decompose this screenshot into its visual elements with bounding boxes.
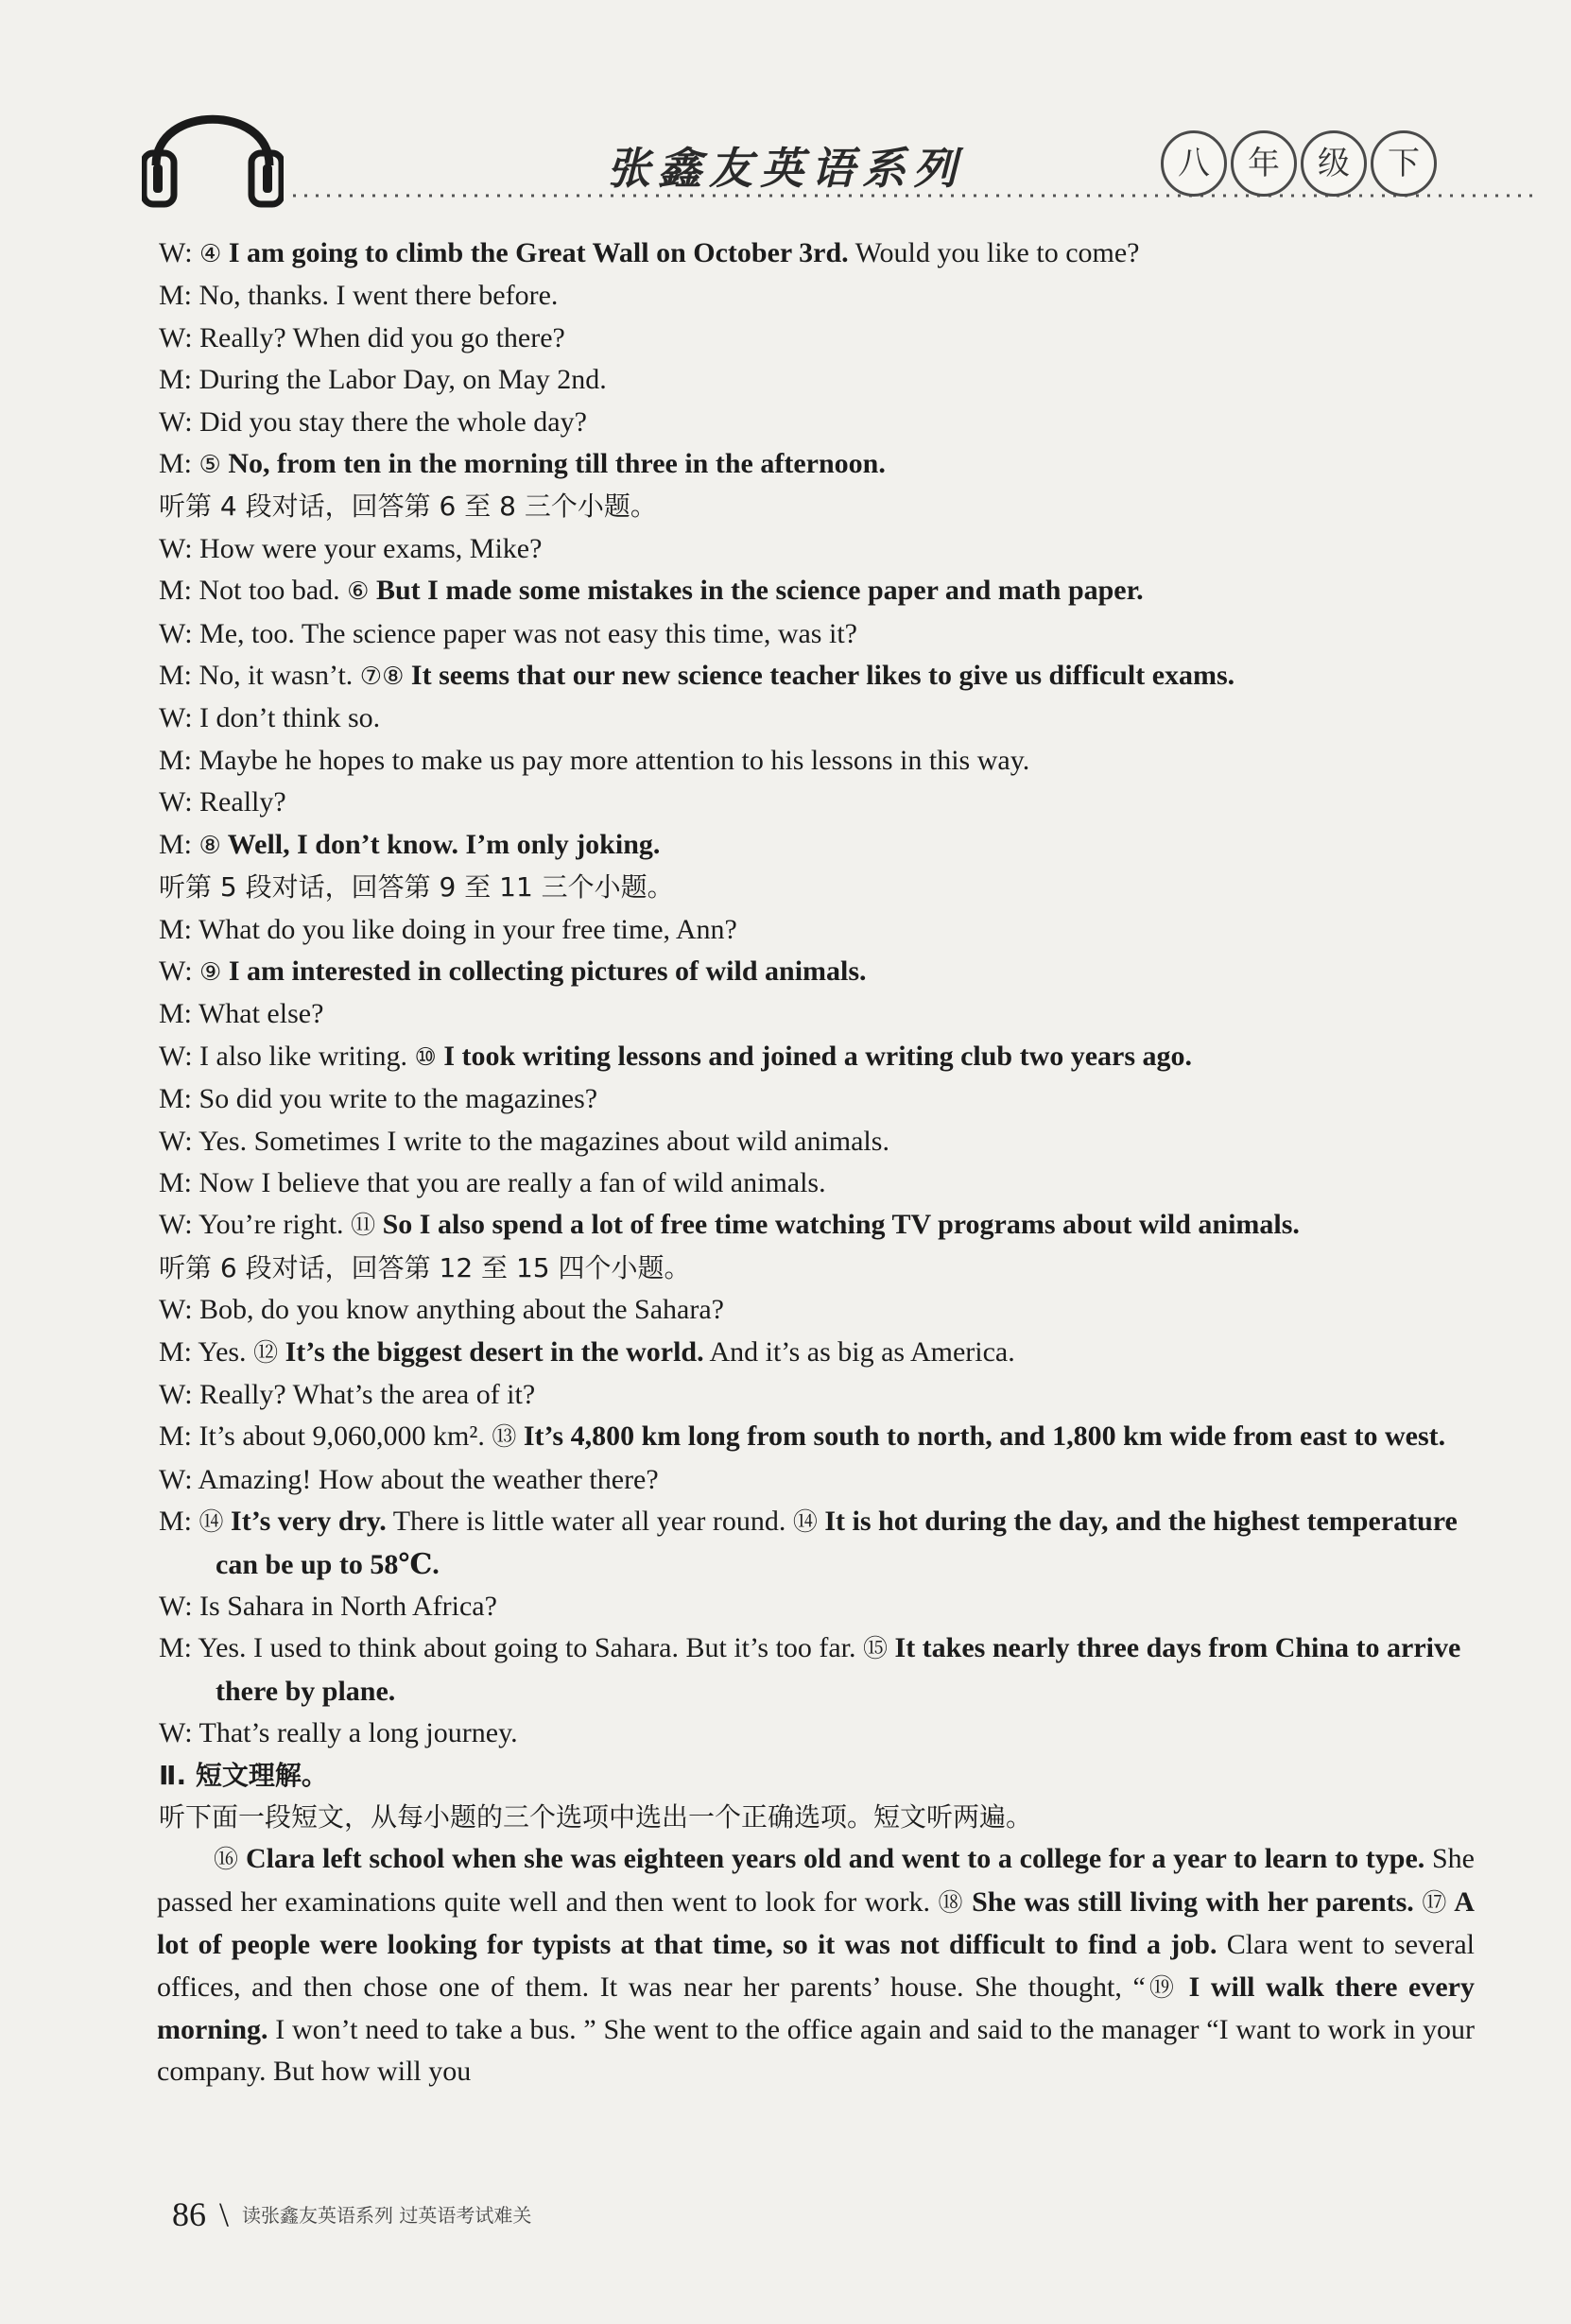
- dialogue-text: And it’s as big as America.: [703, 1335, 1015, 1368]
- dialogue-line: [159, 318, 1473, 359]
- dialogue-line: [159, 1162, 1473, 1204]
- page-header: [0, 0, 1571, 246]
- speaker-label: W:: [159, 1040, 200, 1072]
- dialogue-text: Not too bad.: [199, 575, 348, 607]
- dialogue-line: [159, 528, 1473, 570]
- answer-text: I am interested in collecting pictures of wild animals.: [221, 955, 867, 987]
- answer-marker: ⑬: [492, 1423, 517, 1453]
- page-content: [157, 232, 1476, 2093]
- dialogue-line: [159, 1121, 1473, 1162]
- section-heading: 听第 6 段对话，回答第 12 至 15 四个小题。: [159, 1251, 691, 1283]
- answer-marker: ⑦⑧: [359, 663, 405, 692]
- answer-marker: ④: [199, 240, 222, 268]
- dialogue-line: [159, 1713, 1473, 1754]
- section-title: Ⅱ. 短文理解。: [159, 1759, 328, 1791]
- answer-text: It’s very dry.: [223, 1506, 387, 1538]
- section-heading: 听第 5 段对话，回答第 9 至 11 三个小题。: [159, 871, 674, 904]
- answer-text: So I also spend a lot of free time watching TV programs about wild animals.: [375, 1209, 1300, 1241]
- passage-segment: She passed her examinations quite well and then went to look for work.: [157, 1843, 1476, 1918]
- dialogue-text: Really? What’s the area of it?: [199, 1378, 536, 1410]
- answer-text: It takes nearly three days from China to arrive there by plane.: [216, 1632, 1461, 1707]
- answer-marker: ⑥: [347, 577, 370, 607]
- answer-marker: ⑤: [199, 451, 221, 480]
- dialogue-text: I also like writing.: [199, 1040, 415, 1072]
- speaker-label: M:: [159, 913, 199, 945]
- speaker-label: W:: [159, 237, 200, 268]
- dialogue-transcript: [159, 232, 1473, 1755]
- speaker-label: W:: [159, 1209, 199, 1241]
- dialogue-text: There is little water all year round.: [386, 1506, 793, 1538]
- answer-text: It seems that our new science teacher likes to give us difficult exams.: [404, 660, 1235, 692]
- answer-marker: ⑧: [199, 831, 221, 860]
- speaker-label: W:: [159, 1717, 199, 1749]
- answer-marker: ⑩: [414, 1042, 437, 1072]
- dialogue-line: [159, 1586, 1473, 1627]
- dialogue-line: [159, 740, 1473, 782]
- speaker-label: W:: [159, 617, 200, 649]
- dialogue-line: [159, 951, 1473, 993]
- dialogue-text: So did you write to the magazines?: [199, 1083, 598, 1115]
- answer-marker: ⑨: [199, 957, 222, 987]
- speaker-label: W:: [159, 532, 200, 564]
- speaker-label: M:: [159, 660, 199, 692]
- speaker-label: W:: [159, 702, 200, 734]
- speaker-label: M:: [159, 1083, 199, 1115]
- dialogue-line: [159, 909, 1473, 951]
- dialogue-line: [159, 1289, 1473, 1331]
- speaker-label: W:: [159, 1294, 200, 1326]
- answer-text: I took writing lessons and joined a writing club two years ago.: [436, 1040, 1193, 1072]
- grade-char: 年: [1231, 130, 1297, 197]
- speaker-label: M:: [159, 364, 199, 396]
- answer-text: I will walk there every morning.: [157, 1971, 1475, 2046]
- dialogue-text: Is Sahara in North Africa?: [199, 1591, 497, 1622]
- dialogue-line: [159, 443, 1473, 486]
- answer-text: She was still living with her parents.: [963, 1885, 1414, 1918]
- dialogue-line: [159, 697, 1473, 739]
- speaker-label: M:: [159, 1506, 199, 1538]
- section-heading: 听第 4 段对话，回答第 6 至 8 三个小题。: [159, 491, 657, 523]
- dialogue-text: It’s about 9,060,000 km².: [199, 1420, 492, 1453]
- dialogue-text: I don’t think so.: [199, 702, 381, 734]
- answer-text: It is hot during the day, and the highest temperature can be up to 58℃.: [216, 1506, 1458, 1580]
- grade-char: 级: [1301, 130, 1367, 197]
- dialogue-text: Really? When did you go there?: [199, 321, 565, 353]
- speaker-label: W:: [159, 955, 200, 987]
- dialogue-line: [159, 1332, 1473, 1374]
- answer-text: No, from ten in the morning till three in the afternoon.: [220, 448, 886, 480]
- speaker-label: W:: [159, 1591, 200, 1622]
- answer-marker: ⑮: [863, 1635, 889, 1664]
- dialogue-line: [159, 1374, 1473, 1416]
- answer-text: It’s the biggest desert in the world.: [278, 1335, 704, 1368]
- speaker-label: W:: [159, 1125, 199, 1157]
- grade-char: 下: [1371, 130, 1437, 197]
- dialogue-line: [159, 1204, 1473, 1247]
- speaker-label: W:: [159, 786, 200, 818]
- speaker-label: M:: [159, 1166, 199, 1198]
- dialogue-text: You’re right.: [198, 1209, 352, 1241]
- answer-marker: ⑱: [938, 1888, 964, 1918]
- passage-segment: I won’t need to take a bus. ” She went to the office again and said to the manager “I want to work in your company. But how will you: [157, 2014, 1475, 2088]
- grade-badge: [1161, 130, 1441, 197]
- dialogue-text: What do you like doing in your free time, Ann?: [198, 913, 737, 945]
- dialogue-text: Yes. I used to think about going to Sahara. But it’s too far.: [198, 1632, 863, 1664]
- page-number: 86: [172, 2195, 206, 2233]
- dialogue-line: [159, 1036, 1473, 1078]
- answer-marker: ⑫: [253, 1338, 279, 1368]
- speaker-label: M:: [159, 744, 199, 776]
- speaker-label: M:: [159, 448, 199, 480]
- dialogue-text: Bob, do you know anything about the Sahara?: [199, 1294, 724, 1326]
- footer-separator: \: [219, 2195, 230, 2233]
- speaker-label: W:: [159, 321, 200, 353]
- dialogue-line: [159, 1459, 1473, 1501]
- answer-marker: ⑯: [214, 1846, 239, 1875]
- dialogue-text: No, it wasn’t.: [199, 660, 360, 692]
- passage-segment: Clara went to several offices, and then chose one of them. It was near her parents’ house. She thought, “: [157, 1929, 1475, 2003]
- answer-text: I am going to climb the Great Wall on October 3rd.: [221, 237, 849, 268]
- dialogue-line: [159, 275, 1473, 317]
- answer-marker: ⑰: [1422, 1888, 1448, 1918]
- answer-marker: ⑪: [351, 1212, 376, 1241]
- answer-text: But I made some mistakes in the science paper and math paper.: [369, 575, 1144, 607]
- dialogue-text: What else?: [198, 998, 324, 1030]
- dialogue-text: Yes.: [198, 1335, 254, 1368]
- dialogue-line: [159, 1078, 1473, 1120]
- speaker-label: M:: [159, 1335, 199, 1368]
- answer-text: Well, I don’t know. I’m only joking.: [220, 828, 661, 860]
- dialogue-line: [159, 782, 1473, 823]
- dialogue-line: [159, 570, 1473, 612]
- dialogue-text: Did you stay there the whole day?: [199, 405, 587, 438]
- dialogue-text: Would you like to come?: [848, 237, 1140, 268]
- dialogue-text: No, thanks. I went there before.: [199, 280, 559, 312]
- dialogue-line: [159, 1627, 1473, 1713]
- dialogue-text: That’s really a long journey.: [199, 1717, 518, 1749]
- passage-text: [157, 1838, 1475, 2092]
- dialogue-line: [159, 402, 1473, 443]
- answer-marker: ⑭: [199, 1508, 224, 1538]
- dialogue-line: [159, 824, 1473, 867]
- speaker-label: M:: [159, 575, 199, 607]
- dialogue-line: [159, 359, 1473, 401]
- dialogue-text: Now I believe that you are really a fan of wild animals.: [199, 1166, 826, 1198]
- speaker-label: W:: [159, 1378, 200, 1410]
- dialogue-line: [159, 1501, 1473, 1586]
- answer-text: A lot of people were looking for typists at that time, so it was not difficult to find a job.: [157, 1885, 1475, 1961]
- speaker-label: W:: [159, 405, 200, 438]
- answer-marker: ⑭: [792, 1508, 818, 1538]
- dialogue-text: Me, too. The science paper was not easy this time, was it?: [199, 617, 857, 649]
- grade-char: 八: [1161, 130, 1227, 197]
- speaker-label: M:: [159, 1632, 199, 1664]
- speaker-label: M:: [159, 998, 199, 1030]
- dialogue-text: Amazing! How about the weather there?: [198, 1463, 659, 1495]
- dialogue-line: [159, 1416, 1473, 1458]
- answer-marker: ⑲: [1145, 1973, 1178, 2003]
- dialogue-text: Really?: [199, 786, 286, 818]
- speaker-label: M:: [159, 1420, 199, 1453]
- speaker-label: M:: [159, 280, 199, 312]
- dialogue-text: Maybe he hopes to make us pay more attention to his lessons in this way.: [199, 744, 1030, 776]
- footer-slogan: 读张鑫友英语系列 过英语考试难关: [242, 2204, 532, 2227]
- page-footer: [172, 2195, 531, 2234]
- answer-text: Clara left school when she was eighteen years old and went to a college for a year to learn to type.: [238, 1843, 1425, 1875]
- dialogue-text: Yes. Sometimes I write to the magazines about wild animals.: [198, 1125, 889, 1157]
- speaker-label: M:: [159, 828, 199, 860]
- answer-text: It’s 4,800 km long from south to north, and 1,800 km wide from east to west.: [516, 1420, 1446, 1453]
- dialogue-line: [159, 655, 1473, 697]
- dialogue-line: [159, 993, 1473, 1035]
- speaker-label: W:: [159, 1463, 199, 1495]
- section-instruction: 听下面一段短文，从每小题的三个选项中选出一个正确选项。短文听两遍。: [159, 1801, 1033, 1833]
- series-title: 张鑫友英语系列: [607, 143, 964, 194]
- dialogue-line: [159, 232, 1473, 275]
- dialogue-text: How were your exams, Mike?: [199, 532, 543, 564]
- dialogue-line: [159, 613, 1473, 655]
- dialogue-text: During the Labor Day, on May 2nd.: [199, 364, 607, 396]
